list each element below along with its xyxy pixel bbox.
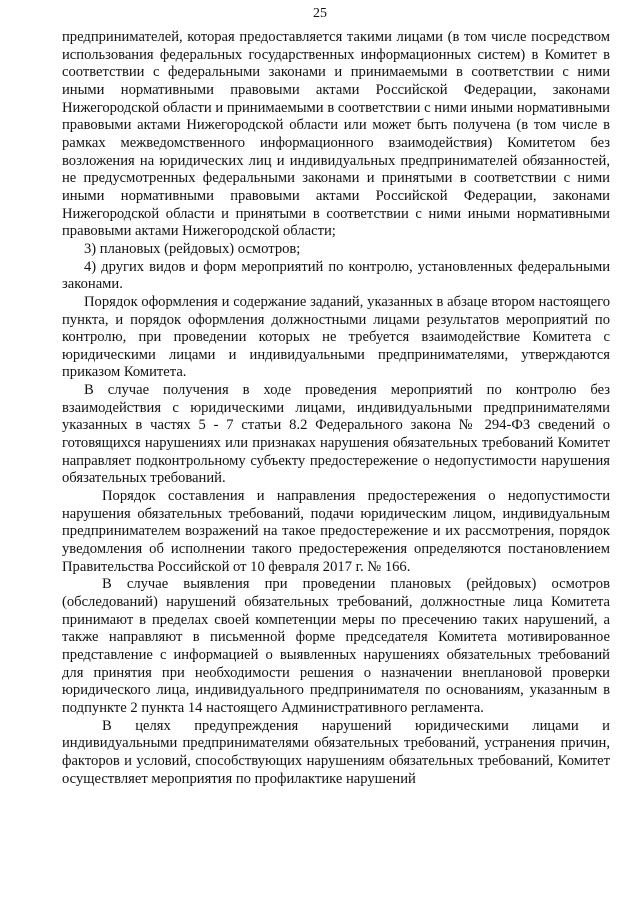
paragraph-task-procedure: Порядок оформления и содержание заданий, указанных в абзаце втором настоящего пункта, и порядок оформления должностными лицами результатов мероприятий по контролю, при проведении которых не требуется взаимодействие Комитета с юридическими лицами и индивидуальными предпринимателями, утверждаются приказом Комитета. (62, 293, 610, 381)
paragraph-warning-issue: В случае получения в ходе проведения мероприятий по контролю без взаимодействия с юридическими лицами, индивидуальными предпринимателями указанных в частях 5 - 7 статьи 8.2 Федерального закона № 294-ФЗ сведений о готовящихся нарушениях или признаках нарушения обязательных требований Комитет направляет подконтрольному субъекту предостережение о недопустимости нарушения обязательных требований. (62, 382, 610, 487)
page-number: 25 (313, 6, 327, 21)
list-item-3: 3) плановых (рейдовых) осмотров; (84, 240, 301, 257)
paragraph-warning-procedure: Порядок составления и направления предостережения о недопустимости нарушения обязательных требований, подачи юридическим лицом, индивидуальным предпринимателем возражений на такое предостережение и их рассмотрения, порядок уведомления об исполнении такого предостережения определяются постановлением Правительства Российской от 10 февраля 2017 г. № 166. (62, 488, 610, 575)
paragraph-prevention: В целях предупреждения нарушений юридическими лицами и индивидуальными предпринимателями обязательных требований, устранения причин, факторов и условий, способствующих нарушениям обязательных требований, Комитет осуществляет мероприятия по профилактике нарушений (62, 717, 610, 787)
paragraph-continuation: предпринимателей, которая предоставляется такими лицами (в том числе посредством использования федеральных государственных информационных систем) в Комитет в соответствии с федеральными законами и принимаемыми в соответствии с ними иными нормативными правовыми актами Российской Федерации, законами Нижегородской области и принимаемыми в соответствии с ними иными нормативными правовыми актами Нижегородской области или может быть получена (в том числе в рамках межведомственного информационного взаимодействия) Комитетом без возложения на юридических лиц и индивидуальных предпринимателей обязанностей, не предусмотренных федеральными законами и принятыми в соответствии с ними иными нормативными правовыми актами Российской Федерации, законами Нижегородской области и принятыми в соответствии с ними иными нормативными правовыми актами Нижегородской области; (62, 29, 610, 240)
document-body (62, 29, 610, 788)
paragraph-violation-detection: В случае выявления при проведении плановых (рейдовых) осмотров (обследований) нарушений обязательных требований, должностные лица Комитета принимают в пределах своей компетенции меры по пресечению таких нарушений, а также направляют в письменной форме председателя Комитета мотивированное представление с информацией о выявленных нарушениях обязательных требований для принятия при необходимости решения о назначении внеплановой проверки юридического лица, индивидуального предпринимателя по основаниям, указанным в подпункте 2 пункта 14 настоящего Административного регламента. (62, 576, 610, 716)
list-item-4: 4) других видов и форм мероприятий по контролю, установленных федеральными законами. (62, 258, 610, 293)
